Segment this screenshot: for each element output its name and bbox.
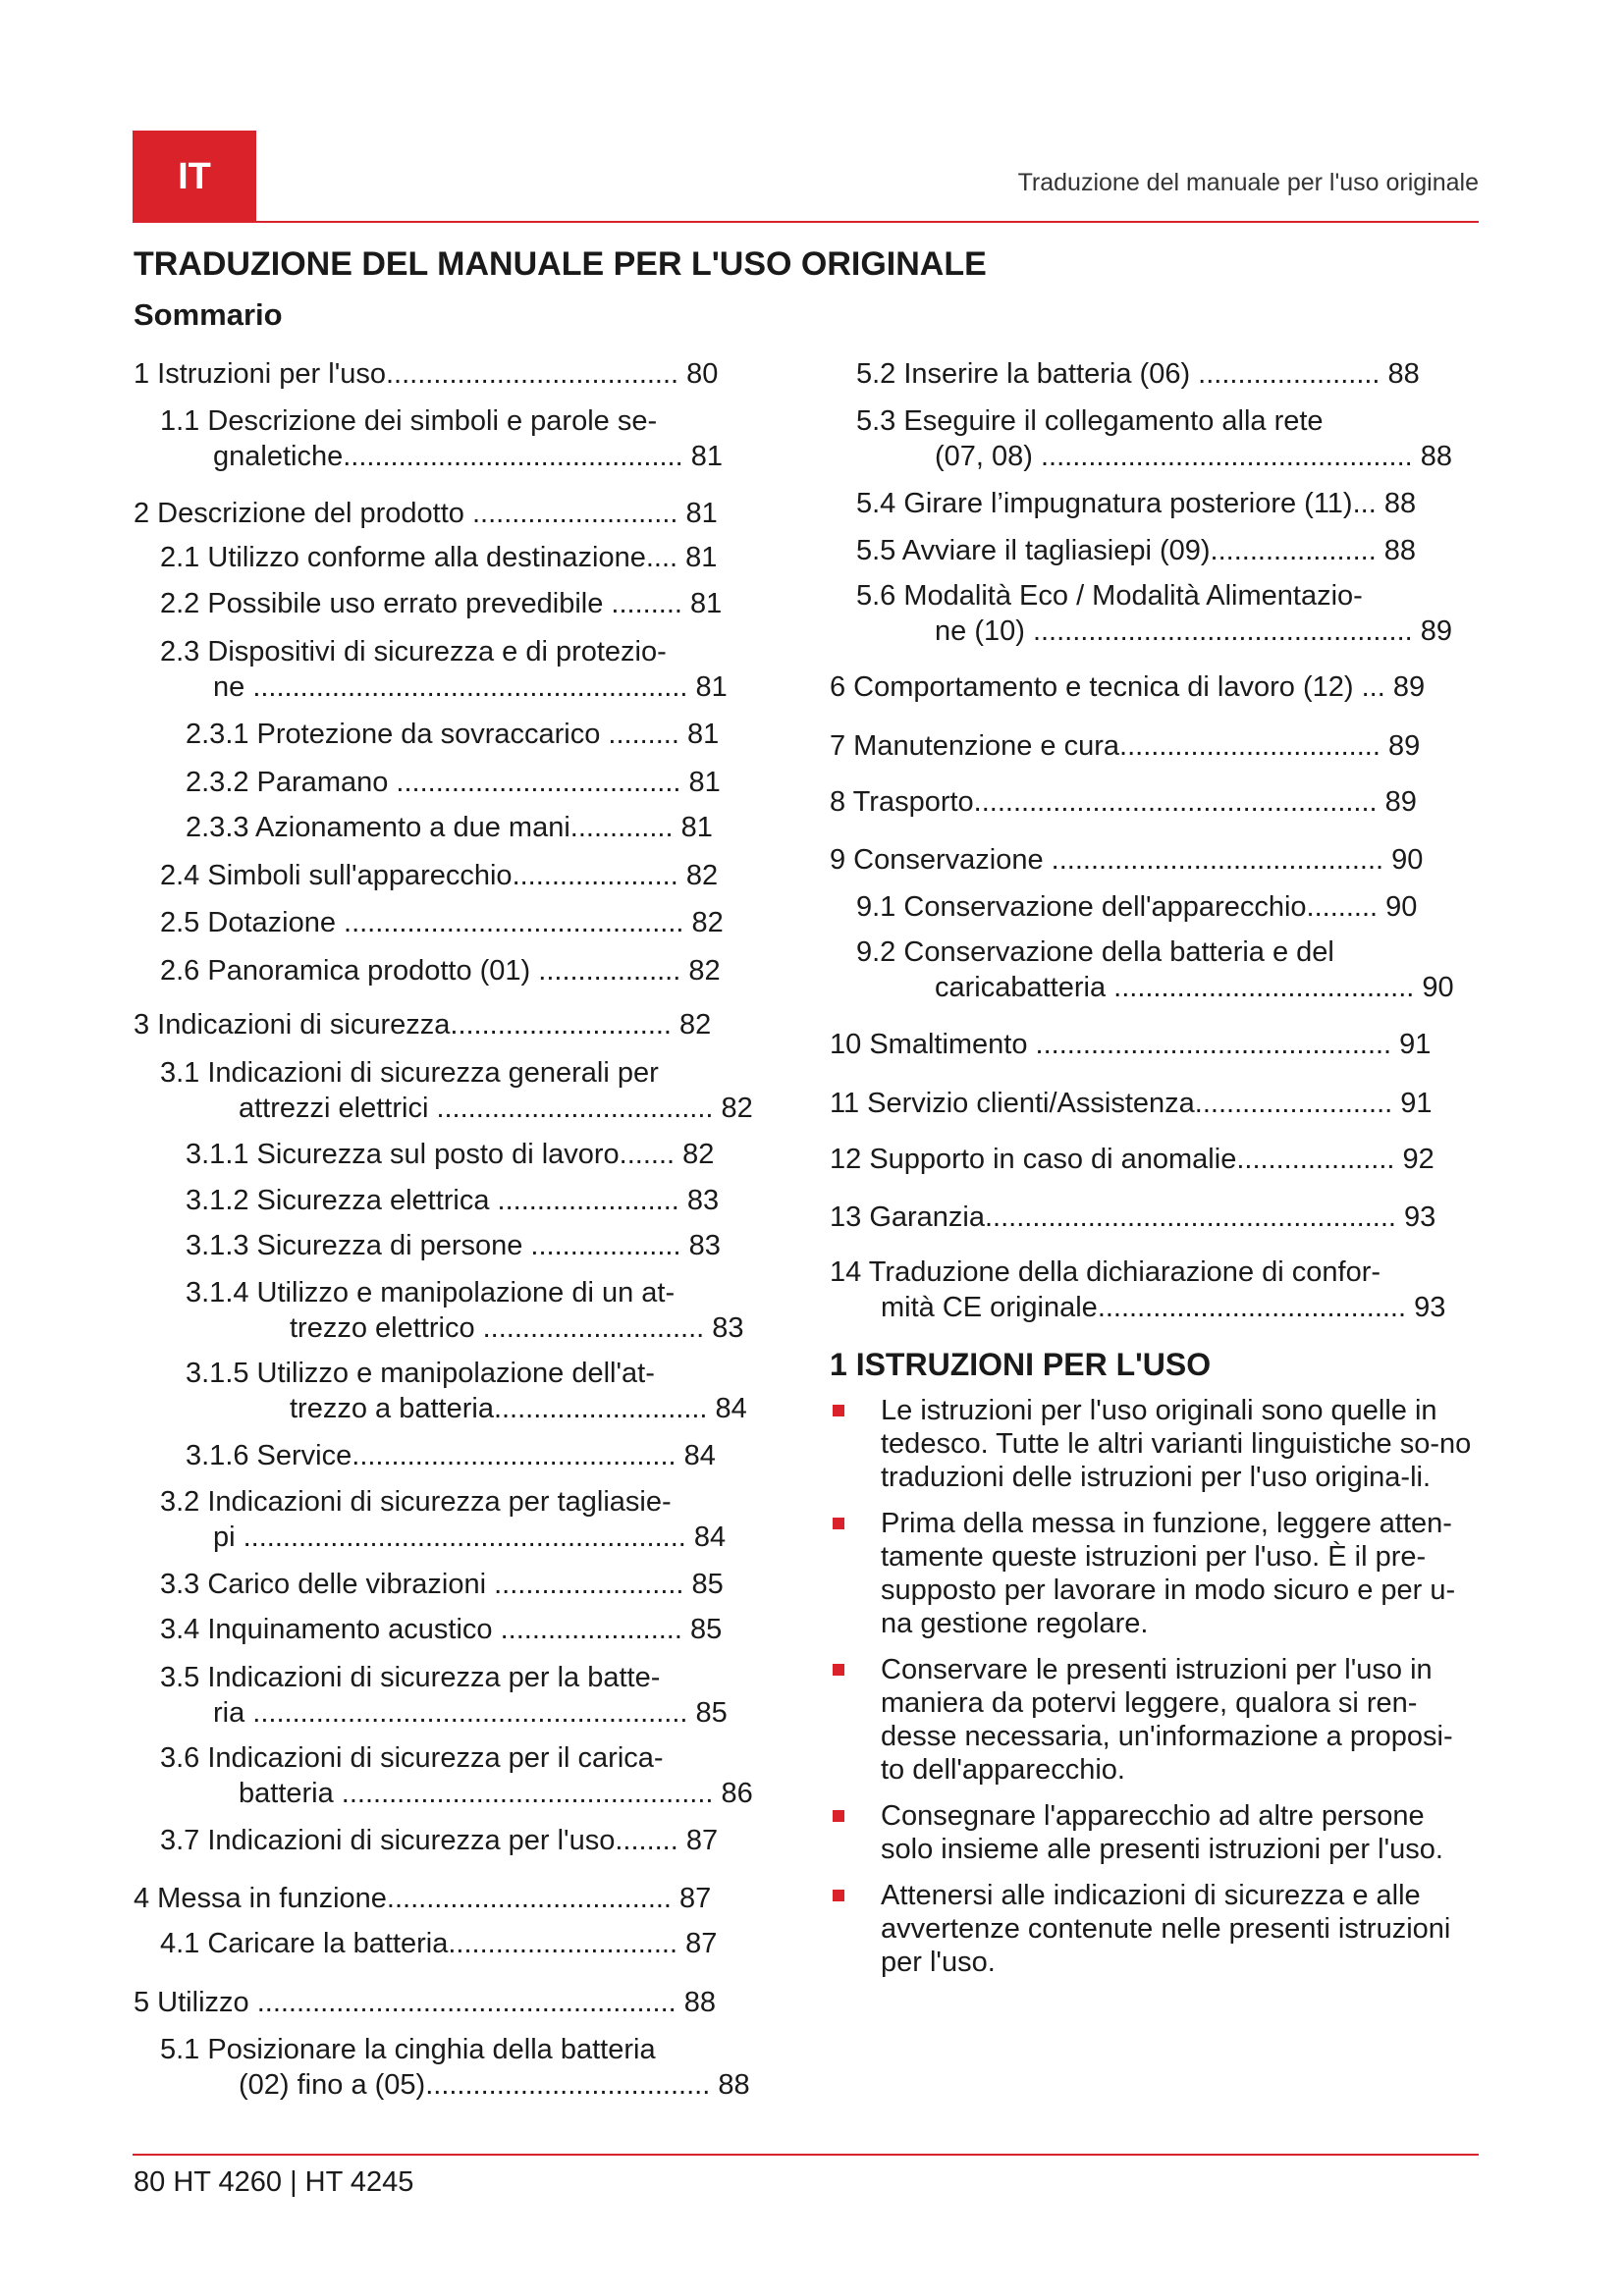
toc-entry[interactable] xyxy=(134,540,717,575)
instruction-list xyxy=(830,1394,1473,1992)
toc-entry[interactable] xyxy=(134,1007,711,1042)
toc-entry[interactable] xyxy=(134,858,718,893)
toc-entry-text: trezzo elettrico ............................ 83 xyxy=(290,1312,744,1344)
list-item-text: Conservare le presenti istruzioni per l'uso in maniera da potervi leggere, qualora si ren-desse necessaria, un'informazione a proposi-to dell'apparecchio. xyxy=(881,1654,1453,1786)
toc-entry[interactable] xyxy=(830,728,1420,764)
toc-entry-text: attrezzi elettrici ................................... 82 xyxy=(239,1093,753,1124)
toc-entry-text: trezzo a batteria........................... 84 xyxy=(290,1393,747,1424)
toc-entry-text: 3.2 Indicazioni di sicurezza per tagliasie- xyxy=(160,1486,672,1518)
toc-entry[interactable] xyxy=(134,1881,711,1916)
toc-entry-text: 5.3 Eseguire il collegamento alla rete xyxy=(856,405,1324,437)
toc-entry-text: 1 Istruzioni per l'uso..................................... 80 xyxy=(134,358,719,390)
toc-entry-text: 2.5 Dotazione ........................................... 82 xyxy=(160,907,724,938)
square-bullet-icon xyxy=(833,1405,844,1416)
toc-entry-text: 2.6 Panoramica prodotto (01) .................. 82 xyxy=(160,955,721,987)
toc-entry-text: 3.7 Indicazioni di sicurezza per l'uso........ 87 xyxy=(160,1825,719,1856)
toc-entry[interactable] xyxy=(134,403,723,474)
toc-entry-text: caricabatteria ...................................... 90 xyxy=(935,972,1454,1003)
toc-entry-text: gnaletiche........................................... 81 xyxy=(213,441,723,472)
toc-entry[interactable] xyxy=(830,486,1416,521)
toc-entry-text: 5.1 Posizionare la cinghia della batteria xyxy=(160,2034,656,2065)
toc-entry[interactable] xyxy=(134,905,724,940)
toc-entry-text: 2 Descrizione del prodotto .......................... 81 xyxy=(134,498,718,529)
list-item xyxy=(830,1799,1473,1866)
toc-entry-text: 1.1 Descrizione dei simboli e parole se- xyxy=(160,405,658,437)
toc-entry[interactable] xyxy=(134,1567,724,1602)
running-header: Traduzione del manuale per l'uso originale xyxy=(1017,169,1479,196)
footer-divider xyxy=(133,2154,1479,2156)
toc-entry-text: ne ....................................................... 81 xyxy=(213,671,728,703)
toc-entry-text: ria ....................................................... 85 xyxy=(213,1697,728,1729)
toc-entry-text: 2.3.3 Azionamento a due mani............. 81 xyxy=(186,812,713,843)
toc-entry-text: 5.2 Inserire la batteria (06) ....................... 88 xyxy=(856,358,1420,390)
toc-entry-text: 8 Trasporto................................................... 89 xyxy=(830,786,1417,818)
toc-entry-text: 6 Comportamento e tecnica di lavoro (12) ... 89 xyxy=(830,671,1426,703)
toc-entry-text: 2.2 Possibile uso errato prevedibile ......... 81 xyxy=(160,588,723,619)
toc-entry-text: 3.6 Indicazioni di sicurezza per il carica- xyxy=(160,1742,664,1774)
square-bullet-icon xyxy=(833,1518,844,1529)
toc-entry[interactable] xyxy=(830,356,1420,392)
toc-entry-text: 2.1 Utilizzo conforme alla destinazione.... 81 xyxy=(160,542,718,573)
toc-entry[interactable] xyxy=(830,1027,1431,1062)
toc-entry[interactable] xyxy=(830,403,1452,474)
toc-entry-text: 3.4 Inquinamento acustico ....................... 85 xyxy=(160,1614,723,1645)
toc-entry-text: batteria ............................................... 86 xyxy=(239,1778,753,1809)
toc-entry[interactable] xyxy=(134,634,728,705)
toc-entry[interactable] xyxy=(830,669,1425,705)
toc-entry-text: 13 Garanzia.................................................... 93 xyxy=(830,1201,1436,1233)
toc-entry[interactable] xyxy=(134,1183,719,1218)
toc-entry-text: 3.1.5 Utilizzo e manipolazione dell'at- xyxy=(186,1358,655,1389)
toc-entry-text: 14 Traduzione della dichiarazione di confor- xyxy=(830,1256,1381,1288)
list-item xyxy=(830,1394,1473,1494)
toc-entry[interactable] xyxy=(134,1438,716,1473)
toc-entry-text: 5 Utilizzo ..................................................... 88 xyxy=(134,1987,717,2018)
toc-entry[interactable] xyxy=(830,533,1416,568)
toc-entry[interactable] xyxy=(830,784,1417,820)
toc-entry[interactable] xyxy=(830,934,1454,1005)
toc-entry[interactable] xyxy=(134,1228,721,1263)
toc-entry-text: 3.5 Indicazioni di sicurezza per la batte- xyxy=(160,1662,661,1693)
square-bullet-icon xyxy=(833,1664,844,1676)
square-bullet-icon xyxy=(833,1810,844,1822)
toc-entry[interactable] xyxy=(134,356,718,392)
toc-entry-text: pi ........................................................ 84 xyxy=(213,1522,727,1553)
toc-entry-text: 3.1.1 Sicurezza sul posto di lavoro....... 82 xyxy=(186,1139,715,1170)
toc-entry-text: 5.6 Modalità Eco / Modalità Alimentazio- xyxy=(856,580,1363,612)
section-heading-istruzioni: 1 ISTRUZIONI PER L'USO xyxy=(830,1347,1212,1382)
page-footer: 80 HT 4260 | HT 4245 xyxy=(134,2166,414,2198)
toc-entry-text: 12 Supporto in caso di anomalie.................... 92 xyxy=(830,1144,1435,1175)
list-item xyxy=(830,1507,1473,1640)
toc-entry-text: 3.1.4 Utilizzo e manipolazione di un at- xyxy=(186,1277,676,1308)
toc-entry-text: 11 Servizio clienti/Assistenza......................... 91 xyxy=(830,1088,1433,1119)
list-item xyxy=(830,1653,1473,1787)
toc-entry-text: 3.3 Carico delle vibrazioni ........................ 85 xyxy=(160,1569,724,1600)
toc-entry-text: 3 Indicazioni di sicurezza............................ 82 xyxy=(134,1009,712,1041)
toc-entry-text: 3.1 Indicazioni di sicurezza generali per xyxy=(160,1057,659,1089)
toc-entry[interactable] xyxy=(830,1086,1433,1121)
toc-entry[interactable] xyxy=(134,1137,714,1172)
language-tab: IT xyxy=(133,131,256,223)
toc-entry[interactable] xyxy=(134,1985,716,2020)
toc-entry-text: 9 Conservazione .......................................... 90 xyxy=(830,844,1424,876)
toc-entry-text: 9.2 Conservazione della batteria e del xyxy=(856,936,1334,968)
toc-entry[interactable] xyxy=(134,1484,726,1555)
toc-entry[interactable] xyxy=(134,1356,747,1426)
toc-entry[interactable] xyxy=(134,496,718,531)
toc-entry[interactable] xyxy=(134,1055,753,1126)
header-divider xyxy=(133,221,1479,223)
toc-entry-text: 3.1.6 Service......................................... 84 xyxy=(186,1440,716,1471)
toc-entry-text: 10 Smaltimento ............................................. 91 xyxy=(830,1029,1432,1060)
toc-entry[interactable] xyxy=(134,2032,750,2103)
toc-entry[interactable] xyxy=(134,586,722,621)
toc-entry-text: (02) fino a (05).................................... 88 xyxy=(239,2069,750,2101)
toc-entry-text: 3.1.3 Sicurezza di persone ................... 83 xyxy=(186,1230,721,1261)
toc-entry[interactable] xyxy=(134,765,721,800)
list-item-text: Prima della messa in funzione, leggere atten-tamente queste istruzioni per l'uso. È il pre-supposto per lavorare in modo sicuro e per u-na gestione regolare. xyxy=(881,1508,1456,1639)
document-title: TRADUZIONE DEL MANUALE PER L'USO ORIGINALE xyxy=(134,245,987,283)
toc-entry-text: 2.3 Dispositivi di sicurezza e di protezio- xyxy=(160,636,667,667)
toc-entry-text: 7 Manutenzione e cura................................. 89 xyxy=(830,730,1421,762)
toc-entry[interactable] xyxy=(134,1823,718,1858)
toc-entry[interactable] xyxy=(830,1255,1445,1325)
toc-entry[interactable] xyxy=(830,842,1423,878)
toc-entry[interactable] xyxy=(134,1660,728,1731)
toc-entry[interactable] xyxy=(134,1926,717,1961)
toc-entry[interactable] xyxy=(830,1200,1435,1235)
toc-entry[interactable] xyxy=(134,717,719,752)
toc-entry-text: 2.3.1 Protezione da sovraccarico ......... 81 xyxy=(186,719,720,750)
toc-entry[interactable] xyxy=(134,1612,722,1647)
toc-entry-text: 9.1 Conservazione dell'apparecchio......... 90 xyxy=(856,891,1418,923)
toc-entry[interactable] xyxy=(830,889,1417,925)
toc-entry-text: 5.5 Avviare il tagliasiepi (09)..................... 88 xyxy=(856,535,1417,566)
toc-entry[interactable] xyxy=(830,1142,1435,1177)
toc-entry-text: 2.3.2 Paramano .................................... 81 xyxy=(186,767,721,798)
toc-entry-text: (07, 08) ............................................... 88 xyxy=(935,441,1452,472)
toc-entry-text: 2.4 Simboli sull'apparecchio..................... 82 xyxy=(160,860,719,891)
list-item-text: Le istruzioni per l'uso originali sono quelle in tedesco. Tutte le altri varianti linguistiche so-no traduzioni delle istruzioni per l'uso origina-li. xyxy=(881,1395,1472,1493)
toc-heading: Sommario xyxy=(134,297,283,332)
toc-entry[interactable] xyxy=(134,1275,744,1346)
toc-entry-text: 4 Messa in funzione.................................... 87 xyxy=(134,1883,712,1914)
toc-entry-text: 5.4 Girare l’impugnatura posteriore (11)... 88 xyxy=(856,488,1417,519)
square-bullet-icon xyxy=(833,1890,844,1901)
toc-entry[interactable] xyxy=(134,953,721,988)
toc-entry-text: mità CE originale....................................... 93 xyxy=(881,1292,1446,1323)
toc-entry-text: 4.1 Caricare la batteria............................. 87 xyxy=(160,1928,718,1959)
toc-entry[interactable] xyxy=(134,1740,753,1811)
list-item-text: Attenersi alle indicazioni di sicurezza e alle avvertenze contenute nelle presenti istruzioni per l'uso. xyxy=(881,1880,1451,1978)
toc-entry[interactable] xyxy=(830,578,1452,649)
toc-entry-text: ne (10) ................................................ 89 xyxy=(935,615,1452,647)
toc-entry-text: 3.1.2 Sicurezza elettrica ....................... 83 xyxy=(186,1185,720,1216)
list-item-text: Consegnare l'apparecchio ad altre persone solo insieme alle presenti istruzioni per l'uso. xyxy=(881,1800,1443,1865)
list-item xyxy=(830,1879,1473,1979)
toc-entry[interactable] xyxy=(134,810,713,845)
